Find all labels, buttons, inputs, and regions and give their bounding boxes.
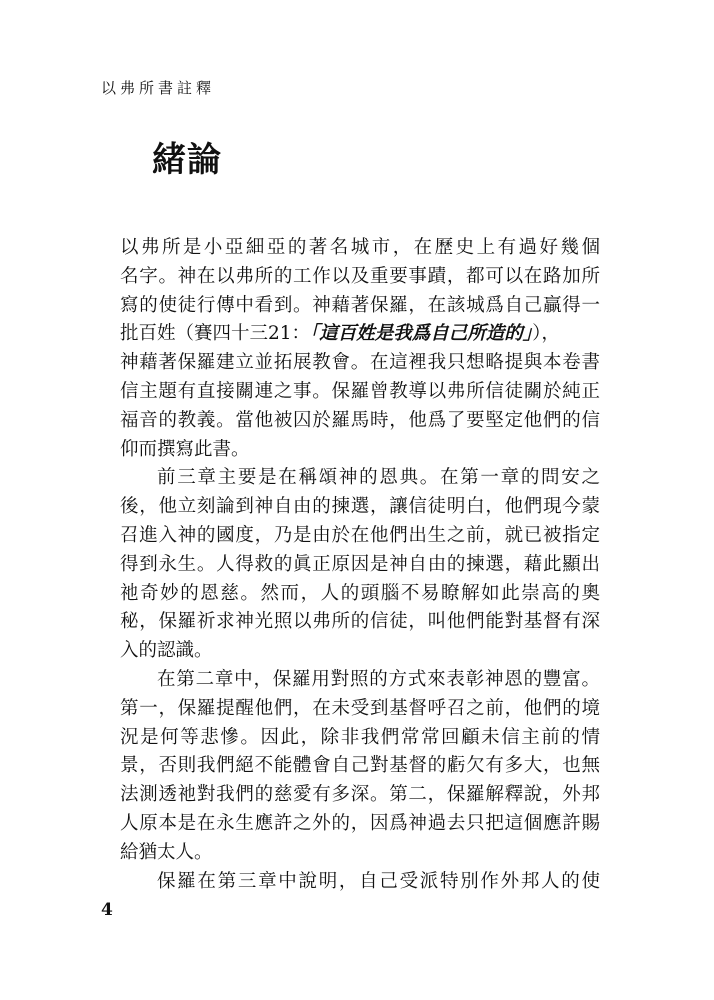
text-line: 名字。神在以弗所的工作以及重要事蹟，都可以在路加所 <box>120 265 600 287</box>
text-line: 入的認識。 <box>120 640 213 662</box>
text-line: 以弗所是小亞細亞的著名城市，在歷史上有過好幾個 <box>120 237 600 258</box>
text-line: 祂奇妙的恩慈。然而，人的頭腦不易瞭解如此崇高的奧 <box>120 582 600 604</box>
text-line-with-quote <box>120 320 600 349</box>
text-line: 第一，保羅提醒他們，在未受到基督呼召之前，他們的境 <box>120 697 600 719</box>
page-number: 4 <box>101 900 113 920</box>
text-line: 給猶太人。 <box>120 841 213 863</box>
text-line: 在第二章中，保羅用對照的方式來表彰神恩的豐富。 <box>157 668 600 690</box>
body-text <box>120 234 600 896</box>
text-line: 福音的教義。當他被囚於羅馬時，他爲了要堅定他們的信 <box>120 409 600 431</box>
text-line: 前三章主要是在稱頌神的恩典。在第一章的問安之 <box>157 467 600 489</box>
chapter-title: 緒論 <box>152 140 222 180</box>
text-line: 仰而撰寫此書。 <box>120 438 250 460</box>
running-header: 以弗所書註釋 <box>101 79 216 97</box>
scripture-reference: 批百姓（賽四十三21： <box>120 323 311 345</box>
scripture-quote: 「這百姓是我爲自己所造的」 <box>310 323 533 345</box>
text-line: 神藉著保羅建立並拓展教會。在這裡我只想略提與本卷書 <box>120 352 600 374</box>
text-line: 信主題有直接關連之事。保羅曾教導以弗所信徒關於純正 <box>120 380 600 402</box>
text-line: 寫的使徒行傳中看到。神藉著保羅，在該城爲自己贏得一 <box>120 294 600 316</box>
text-line: 後，他立刻論到神自由的揀選，讓信徒明白，他們現今蒙 <box>120 496 600 518</box>
text-line: 人原本是在永生應許之外的，因爲神過去只把這個應許賜 <box>120 812 600 834</box>
text-line: 法測透祂對我們的慈愛有多深。第二，保羅解釋說，外邦 <box>120 784 600 806</box>
text-fragment: ）， <box>532 323 560 345</box>
text-line: 況是何等悲慘。因此，除非我們常常回顧未信主前的情 <box>120 726 600 748</box>
text-line: 召進入神的國度，乃是由於在他們出生之前，就已被指定 <box>120 524 600 546</box>
text-line: 秘，保羅祈求神光照以弗所的信徒，叫他們能對基督有深 <box>120 611 600 633</box>
text-line: 景，否則我們絕不能體會自己對基督的虧欠有多大，也無 <box>120 755 600 777</box>
text-line: 保羅在第三章中說明，自己受派特別作外邦人的使 <box>157 870 600 892</box>
text-line: 得到永生。人得救的眞正原因是神自由的揀選，藉此顯出 <box>120 553 600 575</box>
